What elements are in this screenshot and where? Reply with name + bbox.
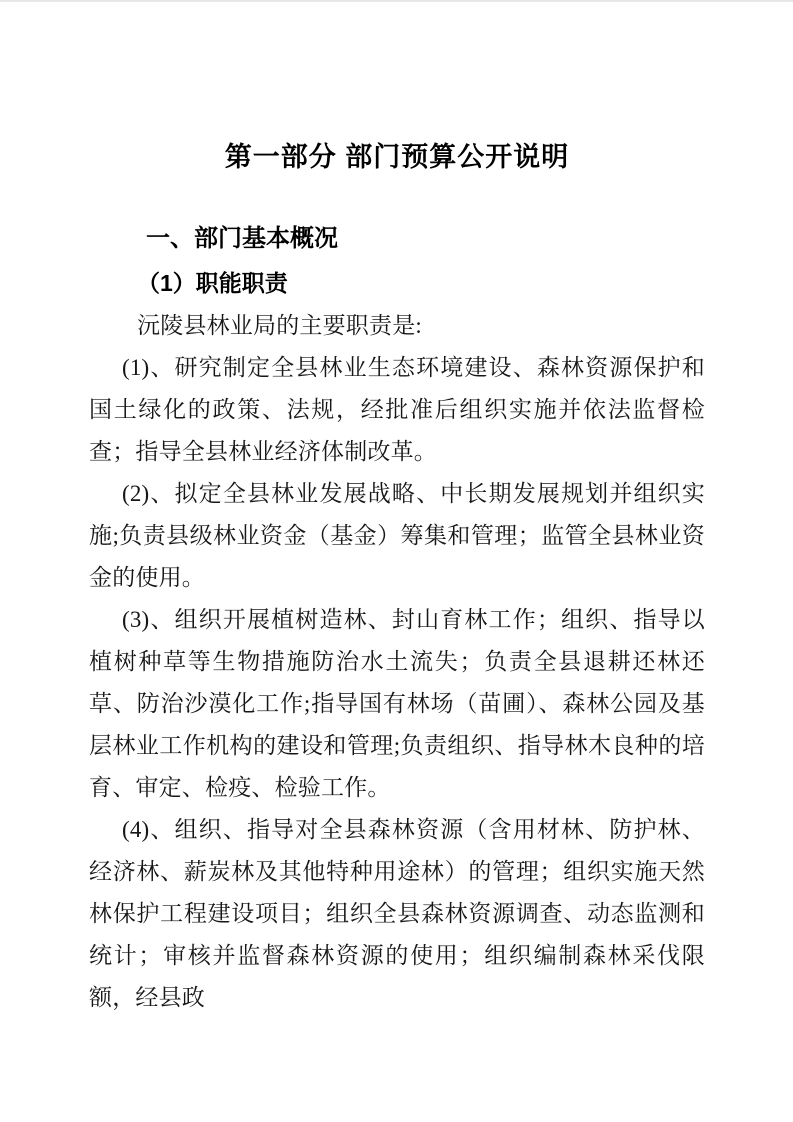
paragraph-duty-3: (3)、组织开展植树造林、封山育林工作；组织、指导以植树种草等生物措施防治水土流失；负责全县退耕还林还草、防治沙漠化工作;指导国有林场（苗圃）、森林公园及基层林业工作机构的建设和管理;负责组织、指导林木良种的培育、审定、检疫、检验工作。: [89, 607, 705, 800]
document-title: 第一部分 部门预算公开说明: [224, 142, 570, 172]
body-text: [89, 305, 705, 1019]
section-heading-basic-overview: 一、部门基本概况: [146, 225, 338, 252]
document-content: [89, 0, 705, 1019]
paragraph-duty-2: (2)、拟定全县林业发展战略、中长期发展规划并组织实施;负责县级林业资金（基金）筹集和管理；监管全县林业资金的使用。: [89, 481, 705, 590]
subsection-heading-duties: （1）职能职责: [137, 270, 288, 296]
paragraph-duty-1: (1)、研究制定全县林业生态环境建设、森林资源保护和国土绿化的政策、法规，经批准后组织实施并依法监督检查；指导全县林业经济体制改革。: [89, 355, 705, 464]
paragraph-intro: 沅陵县林业局的主要职责是:: [137, 313, 422, 338]
paragraph-duty-4: (4)、组织、指导对全县森林资源（含用材林、防护林、经济林、薪炭林及其他特种用途林）的管理；组织实施天然林保护工程建设项目；组织全县森林资源调查、动态监测和统计；审核并监督森林资源的使用；组织编制森林采伐限额，经县政: [89, 817, 705, 1010]
